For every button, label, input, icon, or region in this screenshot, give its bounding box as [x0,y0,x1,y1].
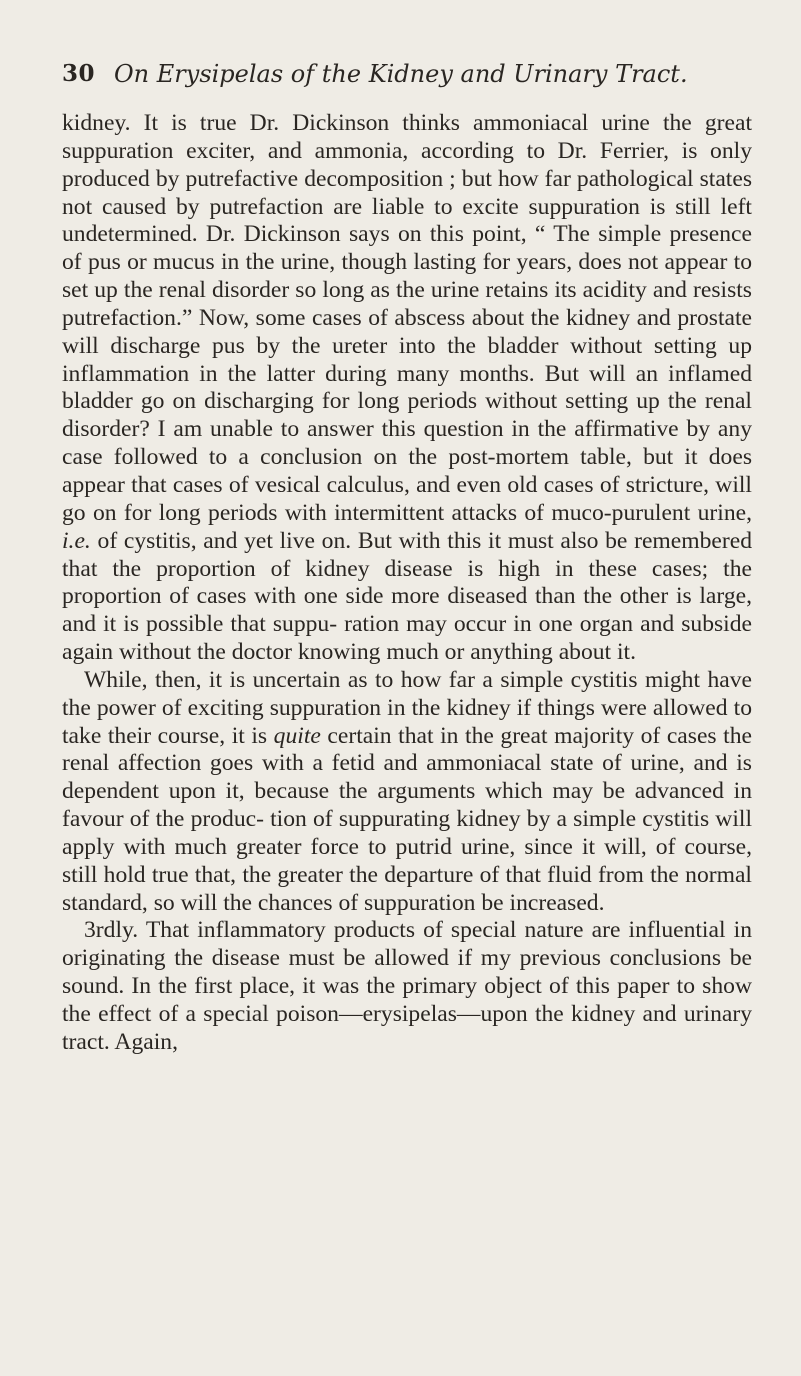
italic-ie: i.e. [62,527,91,554]
paragraph-text: of cystitis, and yet live on. But with this it must also be remembered that the proportion of kidney disease is high in these cases; the proportion of cases with one side more diseased than the other is large, and it is possible that suppu- ration may occur in one organ and subside again without the doctor knowing much or anything about it. [62,527,752,666]
italic-quite: quite [273,722,321,749]
page-header [62,60,752,100]
paragraph-3 [62,917,752,1056]
paragraph-text: While, then, it is uncertain as to how far a simple cystitis might have the power of exciting suppuration in the kidney if things were allowed to take their course, it is [62,666,752,749]
paragraph-text: 3rdly. That inflammatory products of special nature are influential in originating the disease must be allowed if my previous conclusions be sound. In the first place, it was the primary object of this paper to show the effect of a special poison—erysipelas—upon the kidney and urinary tract. Again, [62,917,752,1055]
page-number: 30 [62,60,96,87]
paragraph-text: certain that in the great majority of cases the renal affection goes with a fetid and ammoniacal state of urine, and is dependent upon it, because the arguments which may be advanced in favour of the produc- tion of suppurating kidney by a simple cystitis will apply with much greater force to putrid urine, since it will, of course, still hold true that, the greater the departure of that fluid from the normal standard, so will the chances of suppuration be increased. [62,722,752,916]
paragraph-1 [62,110,752,667]
body-text [62,110,752,1057]
running-title: On Erysipelas of the Kidney and Urinary Tract. [114,60,688,88]
paragraph-2 [62,667,752,918]
paragraph-text: kidney. It is true Dr. Dickinson thinks ammoniacal urine the great suppuration exciter, and ammonia, according to Dr. Ferrier, is only produced by putrefactive decomposition ; but how far pathological states not caused by putrefaction are liable to excite suppuration is still left undetermined. Dr. Dickinson says on this point, “ The simple presence of pus or mucus in the urine, though lasting for years, does not appear to set up the renal disorder so long as the urine retains its acidity and resists putrefaction.” Now, some cases of abscess about the kidney and prostate will discharge pus by the ureter into the bladder without setting up inflammation in the latter during many months. But will an inflamed bladder go on discharging for long periods without setting up the renal disorder? I am unable to answer this question in the affirmative by any case followed to a conclusion on the post-mortem table, but it does appear that cases of vesical calculus, and even old cases of stricture, will go on for long periods with intermittent attacks of muco-purulent urine, [62,110,752,526]
